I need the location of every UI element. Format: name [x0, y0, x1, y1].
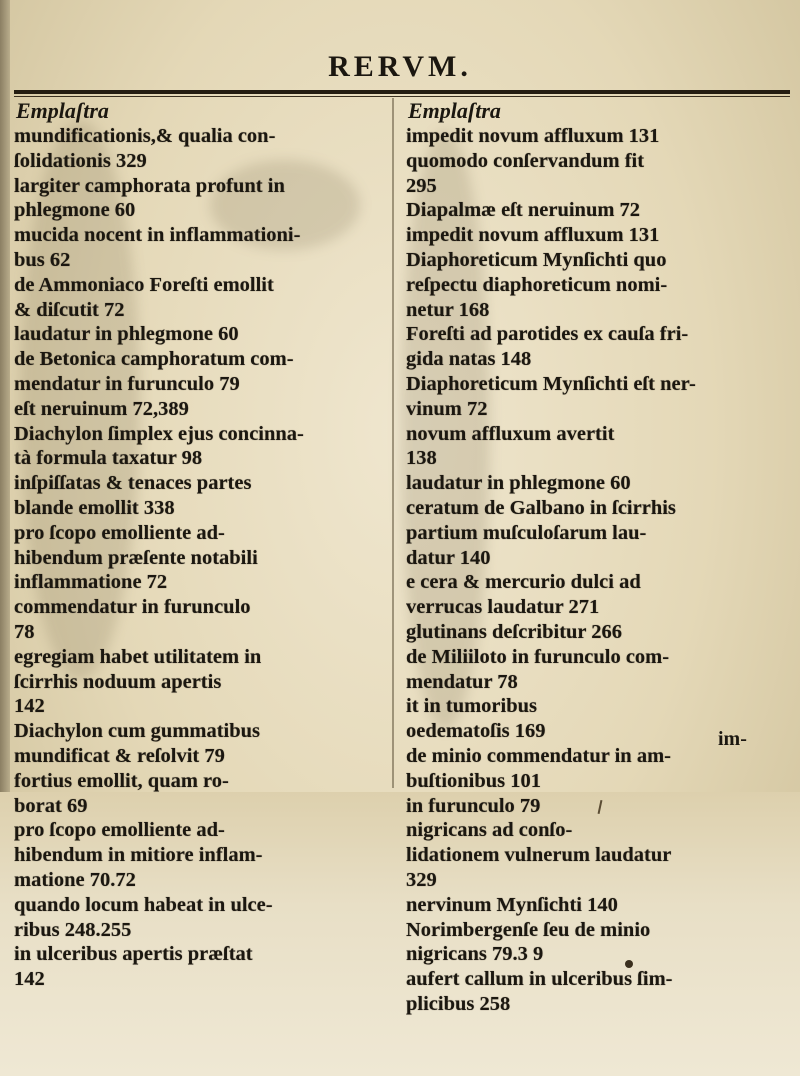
index-entry-line: laudatur in phlegmone 60 — [406, 472, 631, 495]
index-entry-line: 329 — [406, 868, 437, 891]
index-entry-line: netur 168 — [406, 298, 490, 321]
index-entry-line: Norimbergenſe ſeu de minio — [406, 918, 651, 941]
index-entry-line: gida natas 148 — [406, 348, 532, 371]
index-entry-line: it in tumoribus — [406, 695, 537, 718]
index-entry-line: glutinans deſcribitur 266 — [406, 620, 623, 643]
index-entry-line: lidationem vulnerum laudatur — [406, 844, 672, 867]
index-entry-line: in ulceribus apertis præſtat — [14, 943, 253, 966]
index-entry-line: 295 — [406, 174, 437, 197]
index-entry-line: datur 140 — [406, 546, 491, 569]
index-entry-line: nigricans ad conſo- — [406, 819, 573, 842]
index-entry-line: verrucas laudatur 271 — [406, 596, 600, 619]
index-entry-line: 138 — [406, 447, 437, 470]
index-entry-line: pro ſcopo emolliente ad- — [14, 819, 225, 842]
index-entry-line: de Betonica camphoratum com- — [14, 348, 294, 371]
index-entry-line: partium muſculoſarum lau- — [406, 521, 647, 544]
index-entry-line: bus 62 — [14, 248, 71, 271]
index-entry-line: matione 70.72 — [14, 868, 136, 891]
index-entry-line: pro ſcopo emolliente ad- — [14, 521, 225, 544]
index-entry-line: mundificat & reſolvit 79 — [14, 744, 225, 767]
index-entry-line: e cera & mercurio dulci ad — [406, 571, 641, 594]
index-entry-line: plicibus 258 — [406, 992, 511, 1015]
index-entry-line: Diapalmæ eſt neruinum 72 — [406, 199, 641, 222]
index-entry-line: ſolidationis 329 — [14, 149, 147, 172]
header-rule — [14, 90, 790, 94]
index-entry-line: reſpectu diaphoreticum nomi- — [406, 273, 668, 296]
index-entry-line: aufert callum in ulceribus ſim- — [406, 968, 673, 991]
index-entry-line: mendatur 78 — [406, 670, 518, 693]
index-entry-line: quando locum habeat in ulce- — [14, 893, 273, 916]
index-entry-line: blande emollit 338 — [14, 496, 175, 519]
index-entry-line: impedit novum affluxum 131 — [406, 224, 660, 247]
index-entry-line: Diachylon cum gummatibus — [14, 720, 261, 743]
index-entry-line: hibendum in mitiore inflam- — [14, 844, 263, 867]
index-entry-line: inſpiſſatas & tenaces partes — [14, 472, 252, 495]
index-entry-line: mucida nocent in inflammationi- — [14, 224, 301, 247]
index-entry-line: Foreſti ad parotides ex cauſa fri- — [406, 323, 689, 346]
index-entry-line: in furunculo 79 — [406, 794, 541, 817]
index-entry-line: commendatur in furunculo — [14, 596, 251, 619]
index-entry-line: de Ammoniaco Foreſti emollit — [14, 273, 274, 296]
index-entry-line: Diaphoreticum Mynſichti quo — [406, 248, 667, 271]
index-entry-line: largiter camphorata profunt in — [14, 174, 285, 197]
index-entry-line: ſcirrhis noduum apertis — [14, 670, 222, 693]
index-entry-line: hibendum præſente notabili — [14, 546, 258, 569]
index-entry-line: ceratum de Galbano in ſcirrhis — [406, 496, 676, 519]
index-entry-line: mendatur in furunculo 79 — [14, 372, 240, 395]
right-column-heading: Emplaſtra — [408, 98, 501, 123]
right-column — [406, 98, 776, 1017]
running-head: RERVM. — [328, 50, 472, 83]
index-entry-line: impedit novum affluxum 131 — [406, 125, 660, 147]
index-entry-line: 142 — [14, 968, 45, 991]
left-column — [14, 98, 384, 992]
index-entry-line: egregiam habet utilitatem in — [14, 645, 262, 668]
right-column-entries — [406, 124, 776, 1017]
index-entry-line: Diaphoreticum Mynſichti eſt ner- — [406, 372, 696, 395]
index-entry-line: nigricans 79.3 9 — [406, 943, 544, 966]
index-entry-line: de Miliiloto in furunculo com- — [406, 645, 670, 668]
index-entry-line: 78 — [14, 620, 35, 643]
index-entry-line: quomodo conſervandum fit — [406, 149, 645, 172]
index-entry-line: laudatur in phlegmone 60 — [14, 323, 239, 346]
index-entry-line: novum affluxum avertit — [406, 422, 615, 445]
index-entry-line: eſt neruinum 72,389 — [14, 397, 189, 420]
index-entry-line: Diachylon ſimplex ejus concinna- — [14, 422, 304, 445]
index-entry-line: mundificationis,& qualia con- — [14, 125, 276, 147]
index-entry-line: phlegmone 60 — [14, 199, 136, 222]
index-entry-line: vinum 72 — [406, 397, 488, 420]
index-entry-line: & diſcutit 72 — [14, 298, 125, 321]
left-column-heading: Emplaſtra — [16, 98, 109, 123]
index-entry-line: nervinum Mynſichti 140 — [406, 893, 618, 916]
header-rule-thin — [14, 96, 790, 97]
index-entry-line: 142 — [14, 695, 45, 718]
index-entry-line: buſtionibus 101 — [406, 769, 542, 792]
index-entry-line: tà formula taxatur 98 — [14, 447, 203, 470]
left-column-entries — [14, 124, 384, 992]
index-entry-line: inflammatione 72 — [14, 571, 168, 594]
index-entry-line: de minio commendatur in am- — [406, 744, 671, 767]
index-entry-line: oedematoſis 169 — [406, 720, 546, 743]
index-entry-line: fortius emollit, quam ro- — [14, 769, 229, 792]
index-entry-line: borat 69 — [14, 794, 88, 817]
catchword: im- — [718, 728, 747, 750]
column-divider — [392, 98, 394, 788]
index-entry-line: ribus 248.255 — [14, 918, 132, 941]
ink-dot — [625, 960, 633, 968]
